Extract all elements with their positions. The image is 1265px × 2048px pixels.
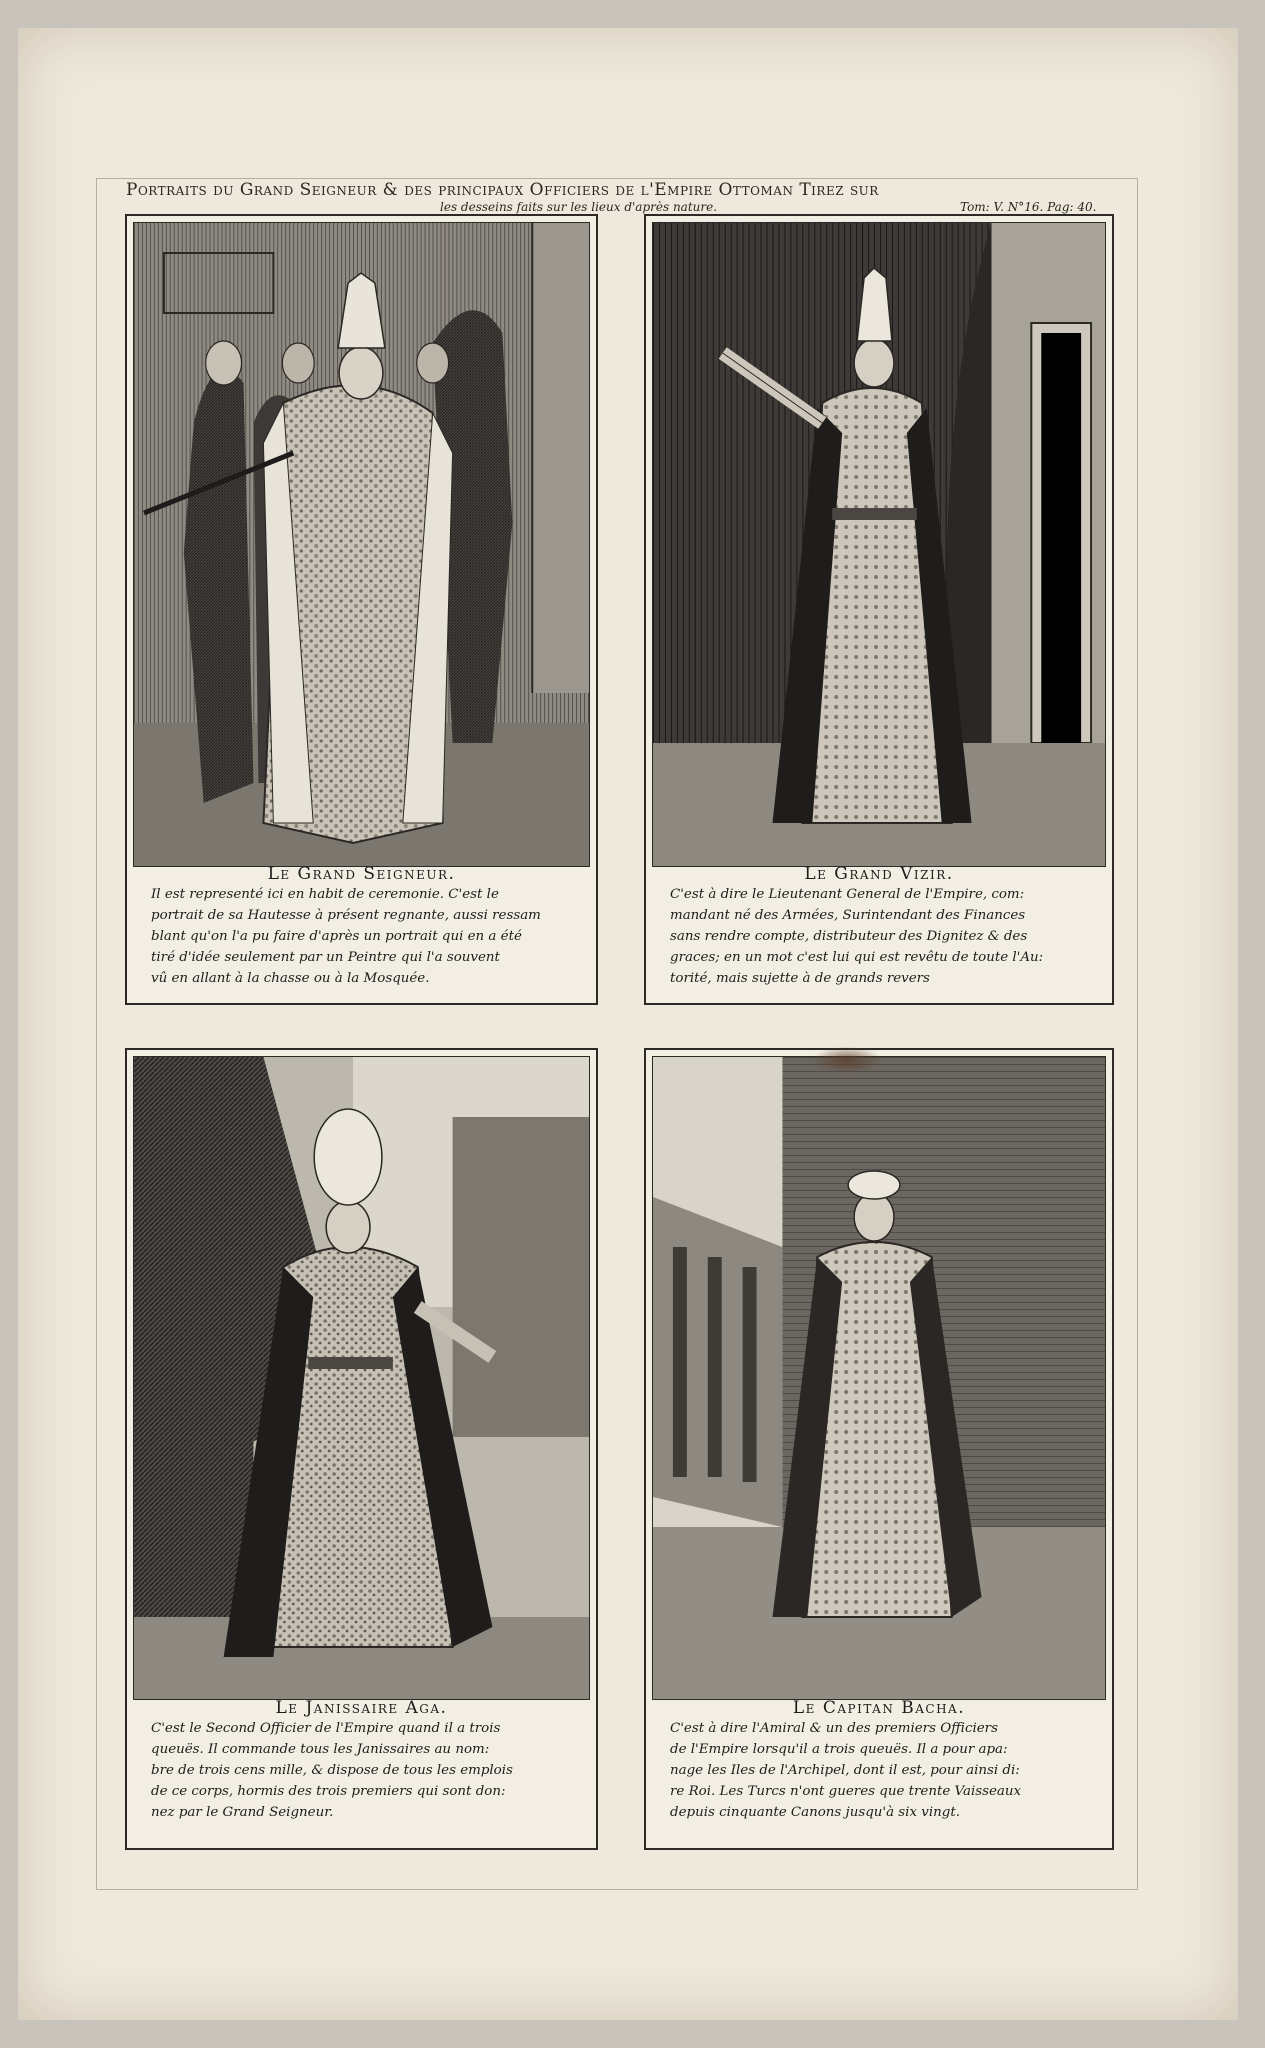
description-line: nage les Iles de l'Archipel, dont il est, pour ainsi di:	[670, 1763, 1020, 1778]
description-line: bre de trois cens mille, & dispose de tous les emplois	[151, 1763, 513, 1778]
engraving-capitan-bacha	[652, 1056, 1106, 1700]
panel-description	[151, 1718, 576, 1823]
description-line: torité, mais sujette à de grands revers	[670, 971, 930, 986]
description-line: de ce corps, hormis des trois premiers qui sont don:	[151, 1784, 506, 1799]
description-line: graces; en un mot c'est lui qui est revêtu de toute l'Au:	[670, 950, 1044, 965]
plate-title: Portraits du Grand Seigneur & des principaux Officiers de l'Empire Ottoman Tirez sur	[126, 180, 879, 200]
panel-title: Le Janissaire Aga.	[275, 1698, 448, 1718]
description-line: tiré d'idée seulement par un Peintre qui l'a souvent	[151, 950, 500, 965]
panel-grand-vizir	[644, 214, 1114, 1005]
panel-grand-seigneur	[125, 214, 598, 1005]
description-line: sans rendre compte, distributeur des Dignitez & des	[670, 929, 1028, 944]
description-line: blant qu'on l'a pu faire d'après un portrait qui en a été	[151, 929, 522, 944]
description-line: portrait de sa Hautesse à présent regnante, aussi ressam	[151, 908, 541, 923]
description-line: nez par le Grand Seigneur.	[151, 1805, 334, 1820]
panel-title: Le Capitan Bacha.	[792, 1698, 966, 1718]
engraving-grand-seigneur	[133, 222, 590, 867]
plate-subtitle: les desseins faits sur les lieux d'après nature.	[440, 200, 718, 214]
description-line: Il est representé ici en habit de ceremonie. C'est le	[151, 887, 499, 902]
panel-description	[670, 1718, 1092, 1823]
panel-description	[670, 884, 1092, 989]
panel-janissaire-aga	[125, 1048, 598, 1850]
description-line: C'est à dire l'Amiral & un des premiers Officiers	[670, 1721, 998, 1736]
engraving-janissaire-aga	[133, 1056, 590, 1700]
panel-title: Le Grand Seigneur.	[267, 864, 456, 884]
description-line: C'est à dire le Lieutenant General de l'Empire, com:	[670, 887, 1025, 902]
panel-capitan-bacha	[644, 1048, 1114, 1850]
description-line: vû en allant à la chasse ou à la Mosquée.	[151, 971, 430, 986]
panel-description	[151, 884, 576, 989]
panel-title: Le Grand Vizir.	[804, 864, 954, 884]
description-line: re Roi. Les Turcs n'ont gueres que trente Vaisseaux	[670, 1784, 1022, 1799]
description-line: de l'Empire lorsqu'il a trois queuës. Il a pour apa:	[670, 1742, 1008, 1757]
description-line: mandant né des Armées, Surintendant des Finances	[670, 908, 1026, 923]
plate-reference: Tom: V. N°16. Pag: 40.	[960, 200, 1097, 214]
paper-stain	[812, 1046, 882, 1074]
description-line: queuës. Il commande tous les Janissaires au nom:	[151, 1742, 490, 1757]
description-line: C'est le Second Officier de l'Empire quand il a trois	[151, 1721, 501, 1736]
engraving-grand-vizir	[652, 222, 1106, 867]
description-line: depuis cinquante Canons jusqu'à six vingt.	[670, 1805, 960, 1820]
